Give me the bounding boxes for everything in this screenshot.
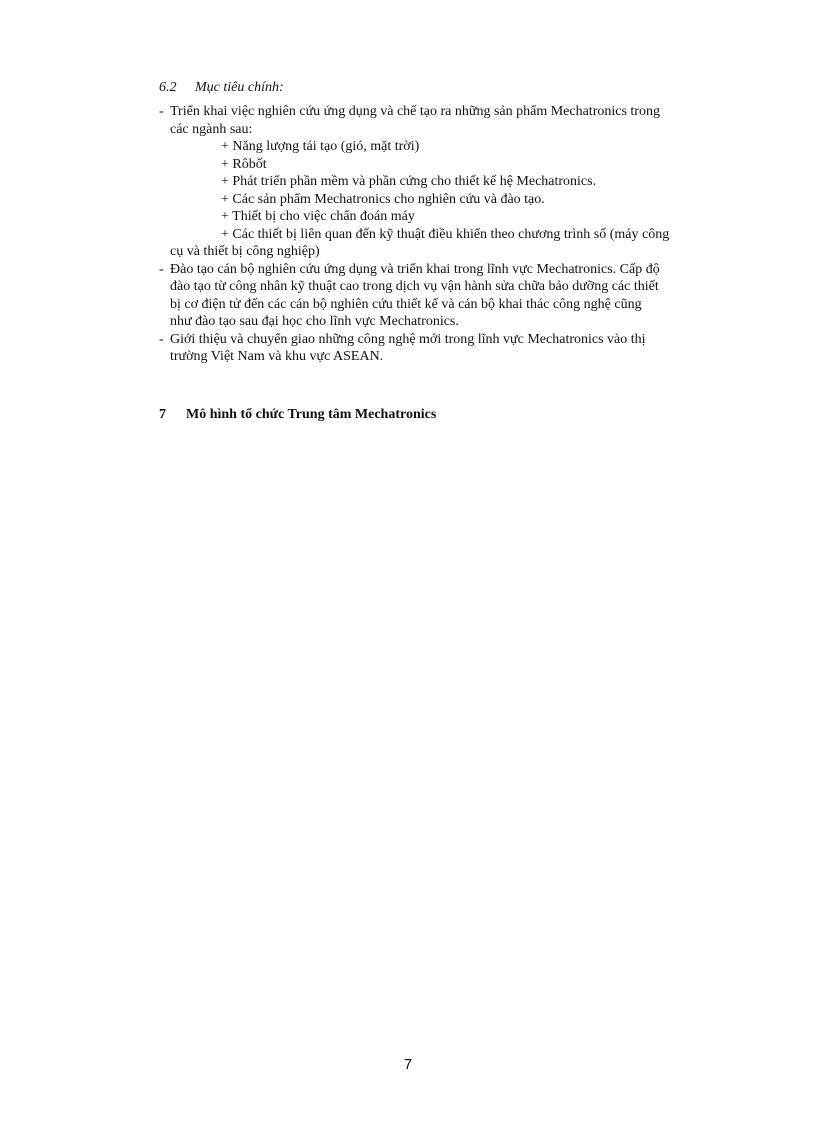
list-item	[159, 261, 719, 331]
list-item	[159, 331, 719, 366]
section-number: 6.2	[159, 80, 177, 95]
bullet-line: đào tạo từ công nhân kỹ thuật cao trong dịch vụ vận hành sửa chữa bảo dưỡng các thiết	[170, 279, 659, 294]
sub-list-item: + Các thiết bị liên quan đến kỹ thuật điều khiển theo chương trình số (máy công	[221, 226, 670, 242]
chapter-title: Mô hình tổ chức Trung tâm Mechatronics	[186, 407, 437, 422]
sub-list-item-continuation: cụ và thiết bị công nghiệp)	[170, 244, 320, 259]
sub-list-item: + Các sản phẩm Mechatronics cho nghiên cứu và đào tạo.	[221, 191, 545, 207]
bullet-dash: -	[159, 104, 164, 119]
objectives-list	[159, 103, 719, 366]
sub-list-item: + Thiết bị cho việc chẩn đoán máy	[221, 209, 415, 224]
bullet-line: bị cơ điện tử đến các cán bộ nghiên cứu thiết kế và cán bộ khai thác công nghệ cũng	[170, 296, 642, 312]
bullet-line: Triển khai việc nghiên cứu ứng dụng và chế tạo ra những sản phẩm Mechatronics trong	[170, 104, 660, 119]
bullet-line: trường Việt Nam và khu vực ASEAN.	[170, 349, 384, 364]
bullet-line: Đào tạo cán bộ nghiên cứu ứng dụng và triển khai trong lĩnh vực Mechatronics. Cấp độ	[170, 261, 660, 277]
sub-list-item: + Rôbốt	[221, 156, 267, 172]
bullet-line: các ngành sau:	[170, 121, 253, 137]
page-number: 7	[403, 1056, 413, 1073]
list-item	[159, 103, 719, 261]
bullet-dash: -	[159, 331, 164, 347]
sub-list-item: + Năng lượng tái tạo (gió, mặt trời)	[221, 139, 420, 154]
section-title: Mục tiêu chính:	[195, 80, 284, 95]
sub-list	[170, 138, 719, 243]
sub-list-item: + Phát triển phần mềm và phần cứng cho thiết kế hệ Mechatronics.	[221, 174, 597, 189]
bullet-line: như đào tạo sau đại học cho lĩnh vực Mechatronics.	[170, 314, 459, 329]
chapter-heading	[159, 407, 436, 423]
bullet-line: Giới thiệu và chuyển giao những công nghệ mới trong lĩnh vực Mechatronics vào thị	[170, 331, 646, 347]
bullet-dash: -	[159, 261, 164, 277]
section-heading	[159, 80, 284, 96]
chapter-number: 7	[159, 407, 166, 422]
